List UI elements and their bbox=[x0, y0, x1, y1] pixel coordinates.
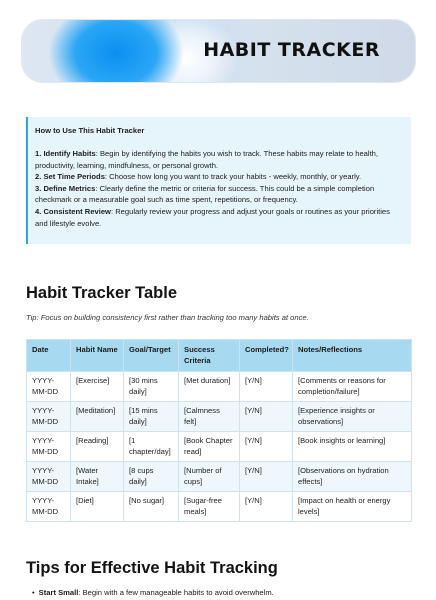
table-cell: [Comments or reasons for completion/failure] bbox=[293, 371, 412, 401]
column-header: Success Criteria bbox=[179, 340, 240, 372]
table-cell: [Observations on hydration effects] bbox=[293, 461, 412, 491]
how-to-callout bbox=[26, 117, 411, 244]
table-cell: [Impact on health or energy levels] bbox=[293, 491, 412, 521]
table-row bbox=[27, 431, 412, 461]
table-cell: [Calmness felt] bbox=[179, 401, 240, 431]
table-cell: [Met duration] bbox=[179, 371, 240, 401]
column-header: Habit Name bbox=[71, 340, 124, 372]
table-cell: [Diet] bbox=[71, 491, 124, 521]
tips-section-title: Tips for Effective Habit Tracking bbox=[26, 559, 278, 577]
table-header-row bbox=[27, 340, 412, 372]
habit-tracker-table bbox=[26, 339, 412, 522]
table-cell: [Book Chapter read] bbox=[179, 431, 240, 461]
table-cell: [Water Intake] bbox=[71, 461, 124, 491]
how-to-item: 1. Identify Habits: Begin by identifying the habits you wish to track. These habits may relate to health, productivity, learning, mindfulness, or personal growth. bbox=[35, 149, 379, 170]
table-cell: YYYY-MM-DD bbox=[27, 431, 71, 461]
table-cell: YYYY-MM-DD bbox=[27, 461, 71, 491]
how-to-item: 3. Define Metrics: Clearly define the metric or criteria for success. This could be a simple completion checkmark or a measurable goal such as time spent, repetitions, or frequency. bbox=[35, 183, 375, 205]
table-row bbox=[27, 461, 412, 491]
how-to-item: 4. Consistent Review: Regularly review your progress and adjust your goals or routines as your priorities and lifestyle evolve. bbox=[35, 207, 390, 228]
tip-text: Tip: Focus on building consistency first rather than tracking too many habits at once. bbox=[26, 313, 309, 322]
table-cell: [Y/N] bbox=[240, 461, 293, 491]
table-cell: [8 cups daily] bbox=[124, 461, 179, 491]
table-cell: [Y/N] bbox=[240, 431, 293, 461]
column-header: Notes/Reflections bbox=[293, 340, 412, 372]
table-cell: YYYY-MM-DD bbox=[27, 401, 71, 431]
table-cell: [15 mins daily] bbox=[124, 401, 179, 431]
header-banner bbox=[21, 19, 416, 83]
table-cell: [Book insights or learning] bbox=[293, 431, 412, 461]
column-header: Goal/Target bbox=[124, 340, 179, 372]
how-to-item: 2. Set Time Periods: Choose how long you want to track your habits - weekly, monthly, or yearly. bbox=[35, 172, 362, 182]
table-cell: [Y/N] bbox=[240, 371, 293, 401]
column-header: Completed? bbox=[240, 340, 293, 372]
column-header: Date bbox=[27, 340, 71, 372]
table-row bbox=[27, 401, 412, 431]
table-row bbox=[27, 491, 412, 521]
table-cell: [Reading] bbox=[71, 431, 124, 461]
how-to-heading: How to Use This Habit Tracker bbox=[35, 126, 145, 135]
table-cell: [30 mins daily] bbox=[124, 371, 179, 401]
table-section-title: Habit Tracker Table bbox=[26, 284, 178, 302]
table-cell: [Meditation] bbox=[71, 401, 124, 431]
table-cell: [1 chapter/day] bbox=[124, 431, 179, 461]
table-cell: [No sugar] bbox=[124, 491, 179, 521]
table-cell: [Experience insights or observations] bbox=[293, 401, 412, 431]
table-row bbox=[27, 371, 412, 401]
tips-list bbox=[32, 588, 274, 597]
table-cell: YYYY-MM-DD bbox=[27, 371, 71, 401]
table-cell: [Sugar-free meals] bbox=[179, 491, 240, 521]
table-cell: [Number of cups] bbox=[179, 461, 240, 491]
table-cell: [Y/N] bbox=[240, 491, 293, 521]
table-cell: [Exercise] bbox=[71, 371, 124, 401]
list-item: • Start Small: Begin with a few manageable habits to avoid overwhelm. bbox=[32, 588, 274, 597]
document-title: HABIT TRACKER bbox=[203, 39, 380, 61]
table-cell: YYYY-MM-DD bbox=[27, 491, 71, 521]
table-cell: [Y/N] bbox=[240, 401, 293, 431]
